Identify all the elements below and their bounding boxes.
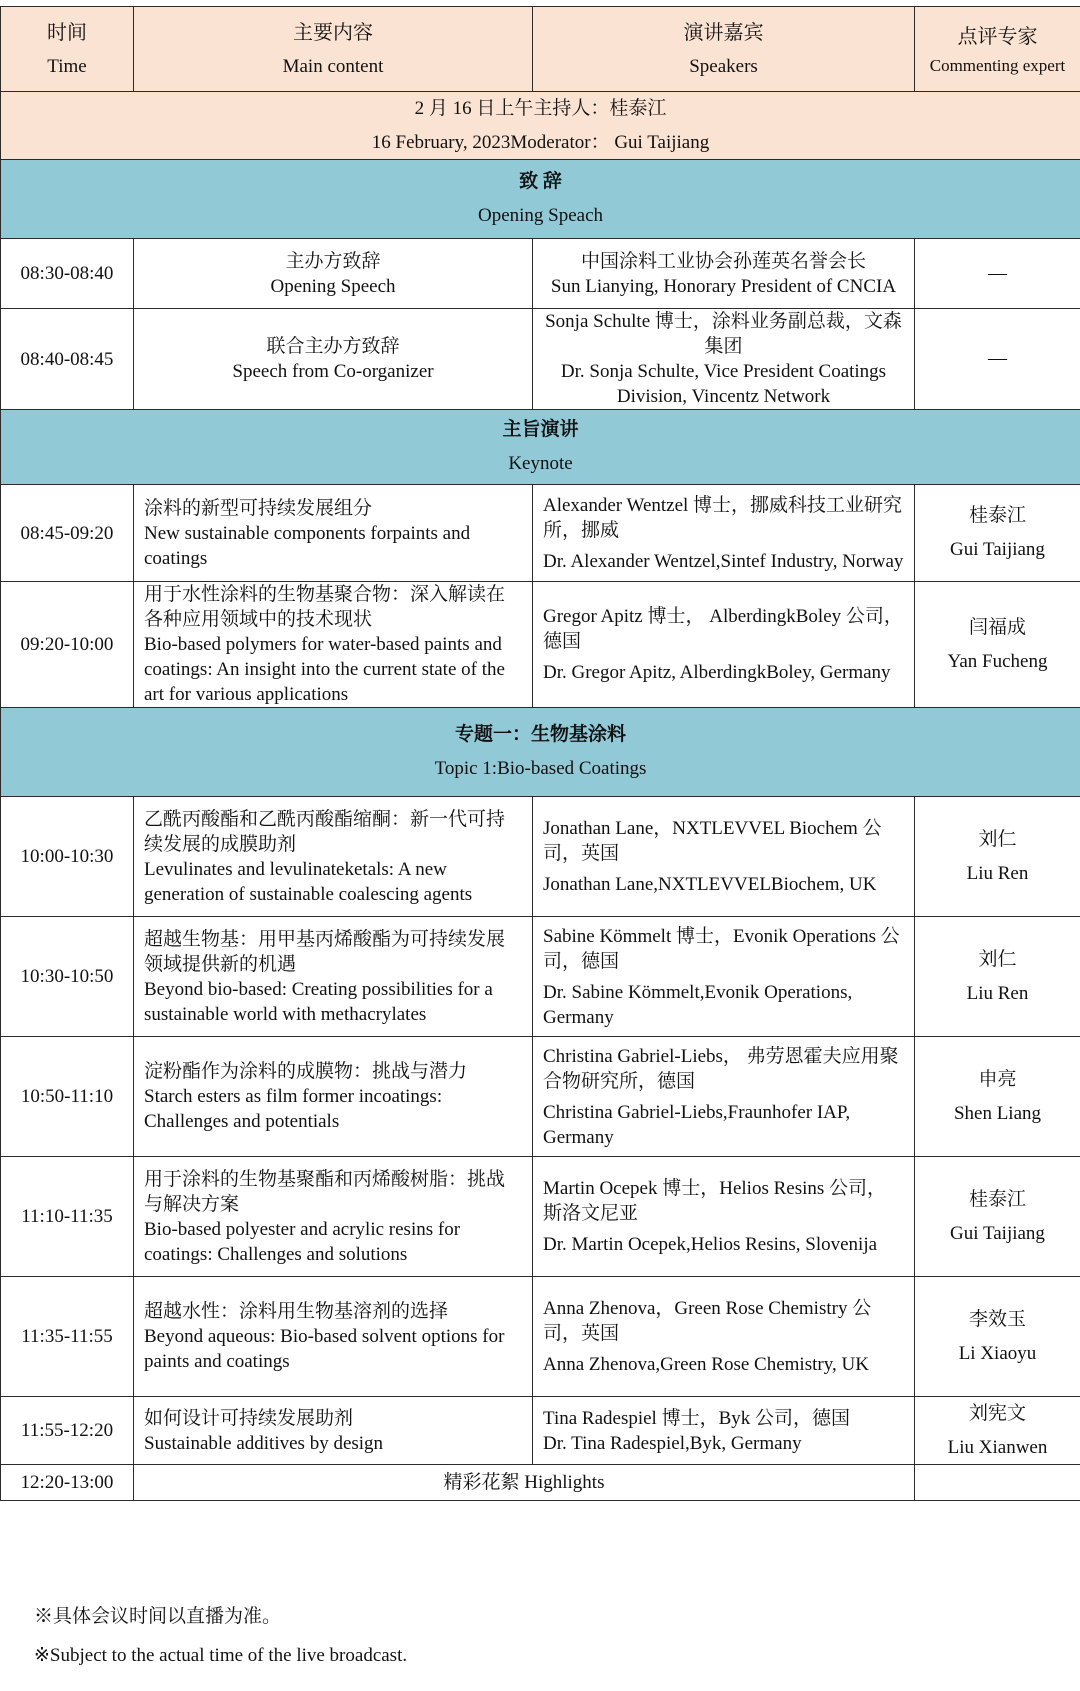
expert-cell: [915, 1037, 1080, 1157]
table-row: [1, 797, 1080, 917]
speaker-cell: [533, 917, 915, 1037]
speaker-zh: Sabine Kömmelt 博士，Evonik Operations 公司，德国: [543, 925, 900, 972]
speaker-zh: Anna Zhenova，Green Rose Chemistry 公司，英国: [543, 1298, 872, 1344]
speaker-en: Anna Zhenova,Green Rose Chemistry, UK: [543, 1354, 869, 1375]
speaker-cell: [533, 797, 915, 917]
expert-en: Gui Taijiang: [950, 1222, 1045, 1244]
footnotes: [34, 1604, 407, 1682]
content-cell: [134, 1037, 533, 1157]
expert-zh: 李效玉: [968, 1308, 1026, 1330]
expert-zh: 桂泰江: [968, 505, 1026, 526]
footnote-en: ※Subject to the actual time of the live broadcast.: [34, 1645, 408, 1666]
content-en: Levulinates and levulinateketals: A new generation of sustainable coalescing agents: [144, 858, 473, 905]
content-zh: 乙酰丙酸酯和乙酰丙酸酯缩酮：新一代可持续发展的成膜助剂: [144, 808, 506, 855]
time-cell: 10:30-10:50: [1, 917, 134, 1037]
speaker-en: Dr. Martin Ocepek,Helios Resins, Slovenija: [543, 1234, 878, 1255]
section-title-zh: 致 辞: [519, 171, 562, 192]
expert-en: Liu Ren: [966, 982, 1029, 1004]
expert-zh: —: [988, 348, 1007, 369]
table-row: [1, 485, 1080, 582]
speaker-en: Christina Gabriel-Liebs,Fraunhofer IAP, Germany: [543, 1101, 851, 1148]
speaker-cell: [533, 582, 915, 708]
content-cell: [134, 309, 533, 410]
expert-cell: [915, 485, 1080, 582]
time-cell: 10:00-10:30: [1, 797, 134, 917]
expert-zh: —: [988, 262, 1007, 284]
time-cell: 11:35-11:55: [1, 1277, 134, 1397]
speaker-zh: Gregor Apitz 博士， AlberdingkBoley 公司，德国: [543, 606, 903, 652]
expert-zh: 刘宪文: [968, 1402, 1026, 1424]
expert-en: Liu Xianwen: [947, 1436, 1048, 1458]
content-cell: [134, 1157, 533, 1277]
speaker-zh: Christina Gabriel-Liebs， 弗劳恩霍夫应用聚合物研究所，德国: [543, 1045, 899, 1092]
content-en: Speech from Co-organizer: [232, 361, 434, 382]
section-header-row: [1, 160, 1080, 239]
expert-cell-empty: [915, 1465, 1080, 1501]
header-time: 时间 Time: [1, 7, 134, 92]
moderator-row: [1, 92, 1080, 160]
content-cell: [134, 239, 533, 309]
time-cell: 10:50-11:10: [1, 1037, 134, 1157]
agenda-table: [0, 6, 1080, 1501]
content-en: Bio-based polymers for water-based paints and coatings: An insight into the current state of the art for various applications: [144, 634, 505, 705]
speaker-cell: [533, 1037, 915, 1157]
speaker-en: Dr. Sonja Schulte, Vice President Coatings Division, Vincentz Network: [560, 361, 887, 407]
moderator-en: 16 February, 2023Moderator： Gui Taijiang: [371, 131, 710, 153]
time-cell: 09:20-10:00: [1, 582, 134, 708]
speaker-cell: [533, 1277, 915, 1397]
content-zh: 用于水性涂料的生物基聚合物：深入解读在各种应用领域中的技术现状: [144, 584, 506, 630]
table-row: [1, 1397, 1080, 1465]
content-en: Opening Speech: [270, 275, 396, 297]
time-cell: 08:45-09:20: [1, 485, 134, 582]
speaker-cell: [533, 1157, 915, 1277]
content-zh: 涂料的新型可持续发展组分: [144, 497, 373, 519]
expert-cell: [915, 917, 1080, 1037]
speaker-en: Dr. Tina Radespiel,Byk, Germany: [543, 1432, 802, 1454]
highlights-cell: 精彩花絮 Highlights: [134, 1465, 915, 1501]
header-content: 主要内容 Main content: [134, 7, 533, 92]
content-zh: 超越水性：涂料用生物基溶剂的选择: [144, 1301, 449, 1322]
content-zh: 联合主办方致辞: [266, 336, 400, 357]
content-en: Beyond bio-based: Creating possibilities for a sustainable world with methacrylates: [144, 978, 493, 1025]
content-cell: [134, 1277, 533, 1397]
speaker-en: Dr. Gregor Apitz, AlberdingkBoley, Germany: [543, 662, 891, 683]
content-zh: 如何设计可持续发展助剂: [144, 1407, 354, 1429]
content-cell: [134, 485, 533, 582]
table-row: [1, 917, 1080, 1037]
time-cell: 11:10-11:35: [1, 1157, 134, 1277]
footnote-zh: ※具体会议时间以直播为准。: [34, 1606, 282, 1627]
moderator-zh: 2 月 16 日上午主持人：桂泰江: [414, 97, 667, 119]
speaker-cell: [533, 485, 915, 582]
table-row: [1, 1157, 1080, 1277]
table-row: [1, 239, 1080, 309]
expert-zh: 桂泰江: [968, 1188, 1026, 1210]
speaker-cell: [533, 239, 915, 309]
speaker-en: Jonathan Lane,NXTLEVVELBiochem, UK: [543, 874, 877, 895]
content-en: Bio-based polyester and acrylic resins for coatings: Challenges and solutions: [144, 1218, 461, 1265]
section-title-en: Opening Speach: [477, 205, 604, 226]
header-speakers: 演讲嘉宾 Speakers: [533, 7, 915, 92]
speaker-zh: Martin Ocepek 博士，Helios Resins 公司，斯洛文尼亚: [543, 1178, 887, 1224]
section-header: [1, 708, 1080, 797]
content-en: Sustainable additives by design: [144, 1432, 384, 1454]
expert-cell: [915, 1277, 1080, 1397]
expert-en: Shen Liang: [953, 1102, 1042, 1124]
expert-zh: 刘仁: [978, 948, 1017, 970]
speaker-en: Dr. Sabine Kömmelt,Evonik Operations, Germany: [543, 981, 853, 1028]
section-title-zh: 专题一：生物基涂料: [454, 724, 626, 745]
content-zh: 用于涂料的生物基聚酯和丙烯酸树脂：挑战与解决方案: [144, 1168, 506, 1215]
content-zh: 主办方致辞: [285, 250, 381, 272]
expert-zh: 申亮: [978, 1068, 1017, 1090]
content-cell: [134, 797, 533, 917]
moderator-cell: [1, 92, 1080, 160]
content-zh: 淀粉酯作为涂料的成膜物：挑战与潜力: [144, 1061, 468, 1082]
expert-cell: [915, 239, 1080, 309]
expert-cell: [915, 1157, 1080, 1277]
time-cell: 08:40-08:45: [1, 309, 134, 410]
content-cell: [134, 1397, 533, 1465]
speaker-cell: [533, 309, 915, 410]
expert-cell: [915, 797, 1080, 917]
content-en: Starch esters as film former incoatings: Challenges and potentials: [144, 1086, 443, 1132]
expert-en: Liu Ren: [966, 862, 1029, 884]
table-row: [1, 1037, 1080, 1157]
expert-en: Li Xiaoyu: [958, 1342, 1037, 1364]
expert-en: Yan Fucheng: [947, 650, 1048, 672]
time-cell: 08:30-08:40: [1, 239, 134, 309]
speaker-zh: Sonja Schulte 博士，涂料业务副总裁，文森集团: [545, 311, 902, 357]
time-cell: 11:55-12:20: [1, 1397, 134, 1465]
table-row: [1, 1277, 1080, 1397]
speaker-en: Dr. Alexander Wentzel,Sintef Industry, Norway: [543, 550, 904, 572]
content-cell: [134, 582, 533, 708]
section-title-en: Keynote: [508, 453, 573, 474]
time-cell: 12:20-13:00: [1, 1465, 134, 1501]
section-header-row: [1, 708, 1080, 797]
section-header-row: [1, 410, 1080, 485]
header-row: [1, 7, 1080, 92]
speaker-zh: Alexander Wentzel 博士，挪威科技工业研究所，挪威: [543, 494, 903, 541]
highlights-row: [1, 1465, 1080, 1501]
expert-cell: [915, 1397, 1080, 1465]
table-row: [1, 309, 1080, 410]
speaker-en: Sun Lianying, Honorary President of CNCIA: [550, 275, 897, 297]
expert-zh: 刘仁: [978, 828, 1017, 850]
header-expert: 点评专家 Commenting expert: [915, 7, 1080, 92]
speaker-zh: Jonathan Lane，NXTLEVVEL Biochem 公司，英国: [543, 818, 882, 864]
content-en: Beyond aqueous: Bio-based solvent options for paints and coatings: [144, 1326, 505, 1372]
speaker-zh: Tina Radespiel 博士，Byk 公司，德国: [543, 1407, 850, 1429]
speaker-zh: 中国涂料工业协会孙莲英名誉会长: [580, 250, 866, 272]
expert-cell: [915, 309, 1080, 410]
section-title-en: Topic 1:Bio-based Coatings: [434, 758, 647, 779]
content-en: New sustainable components forpaints and coatings: [144, 522, 471, 569]
expert-zh: 闫福成: [968, 616, 1026, 638]
table-row: [1, 582, 1080, 708]
content-zh: 超越生物基：用甲基丙烯酸酯为可持续发展领域提供新的机遇: [144, 928, 506, 975]
section-title-zh: 主旨演讲: [502, 419, 579, 440]
content-cell: [134, 917, 533, 1037]
expert-cell: [915, 582, 1080, 708]
expert-en: Gui Taijiang: [950, 539, 1045, 560]
section-header: [1, 160, 1080, 239]
speaker-cell: [533, 1397, 915, 1465]
section-header: [1, 410, 1080, 485]
